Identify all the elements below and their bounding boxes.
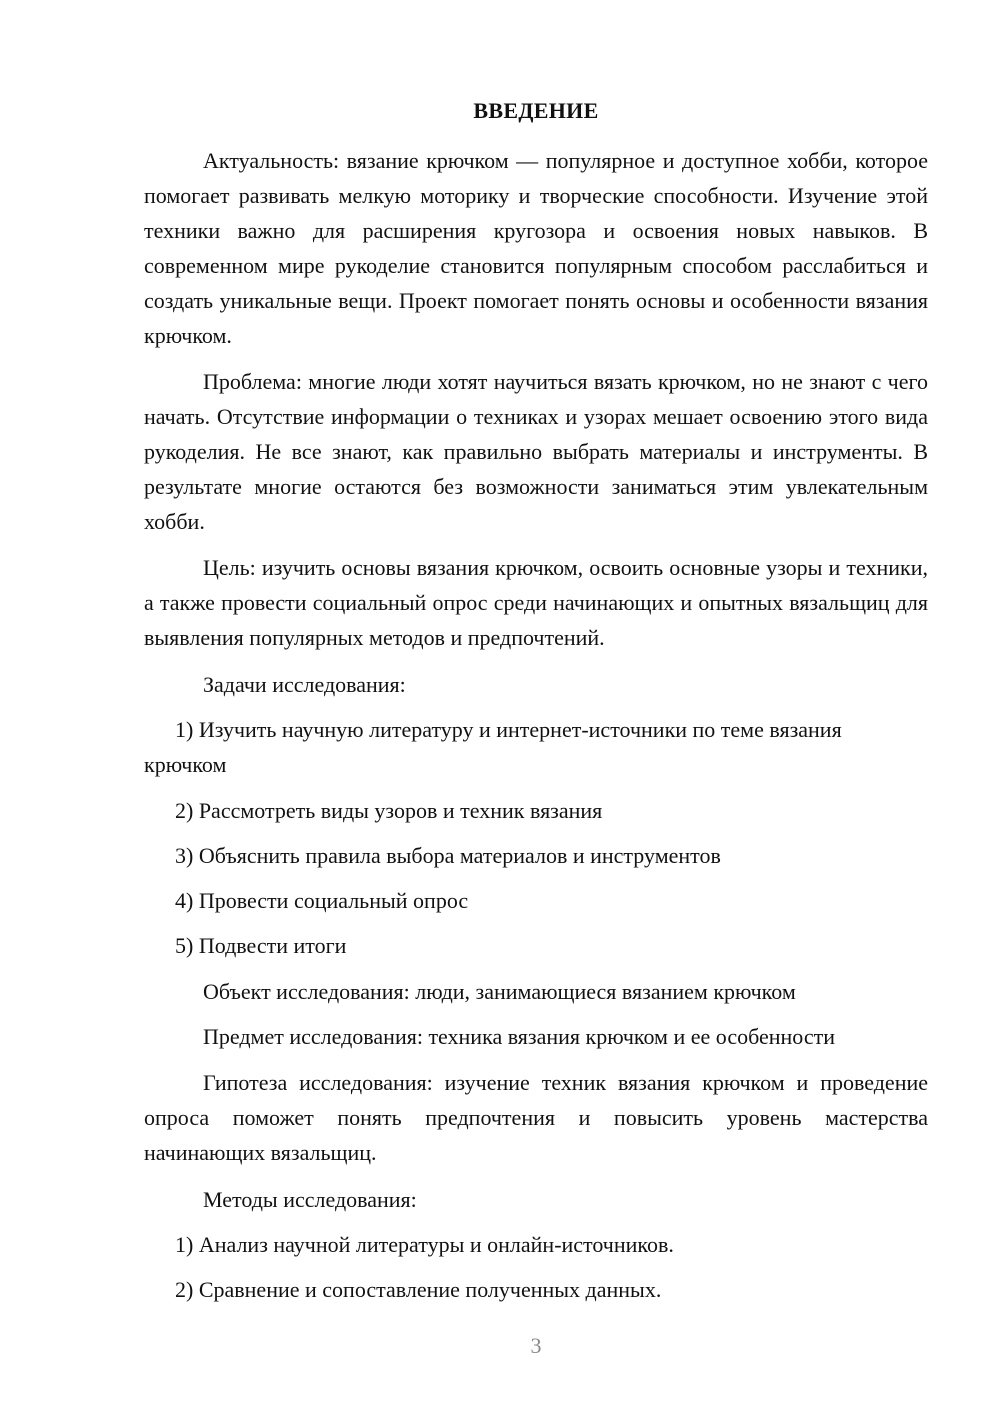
goal-paragraph: Цель: изучить основы вязания крючком, освоить основные узоры и техники, а также провести социальный опрос среди начинающих и опытных вязальщиц для выявления популярных методов и предпочтений. [144, 555, 928, 650]
object-paragraph: Объект исследования: люди, занимающиеся вязанием крючком [203, 979, 796, 1004]
subject-paragraph: Предмет исследования: техника вязания крючком и ее особенности [203, 1024, 835, 1049]
methods-heading: Методы исследования: [203, 1187, 417, 1212]
task-item-2: 2) Рассмотреть виды узоров и техник вязания [175, 798, 603, 823]
method-item-1: 1) Анализ научной литературы и онлайн-источников. [175, 1232, 674, 1257]
task-item-4: 4) Провести социальный опрос [175, 888, 469, 913]
tasks-heading: Задачи исследования: [203, 672, 406, 697]
relevance-paragraph: Актуальность: вязание крючком — популярное и доступное хобби, которое помогает развивать мелкую моторику и творческие способности. Изучение этой техники важно для расширения кругозора и освоения новых навыков. В современном мире рукоделие становится популярным способом расслабиться и создать уникальные вещи. Проект помогает понять основы и особенности вязания крючком. [144, 148, 928, 348]
problem-paragraph: Проблема: многие люди хотят научиться вязать крючком, но не знают с чего начать. Отсутствие информации о техниках и узорах мешает освоению этого вида рукоделия. Не все знают, как правильно выбрать материалы и инструменты. В результате многие остаются без возможности заниматься этим увлекательным хобби. [144, 369, 928, 534]
hypothesis-paragraph: Гипотеза исследования: изучение техник вязания крючком и проведение опроса поможет понять предпочтения и повысить уровень мастерства начинающих вязальщиц. [144, 1070, 928, 1165]
method-item-2: 2) Сравнение и сопоставление полученных данных. [175, 1277, 662, 1302]
page-number: 3 [530, 1333, 542, 1358]
task-item-5: 5) Подвести итоги [175, 933, 347, 958]
page-title: ВВЕДЕНИЕ [473, 98, 599, 123]
task-item-3: 3) Объяснить правила выбора материалов и инструментов [175, 843, 721, 868]
task-item-1: 1) Изучить научную литературу и интернет-источники по теме вязания крючком [144, 717, 842, 777]
